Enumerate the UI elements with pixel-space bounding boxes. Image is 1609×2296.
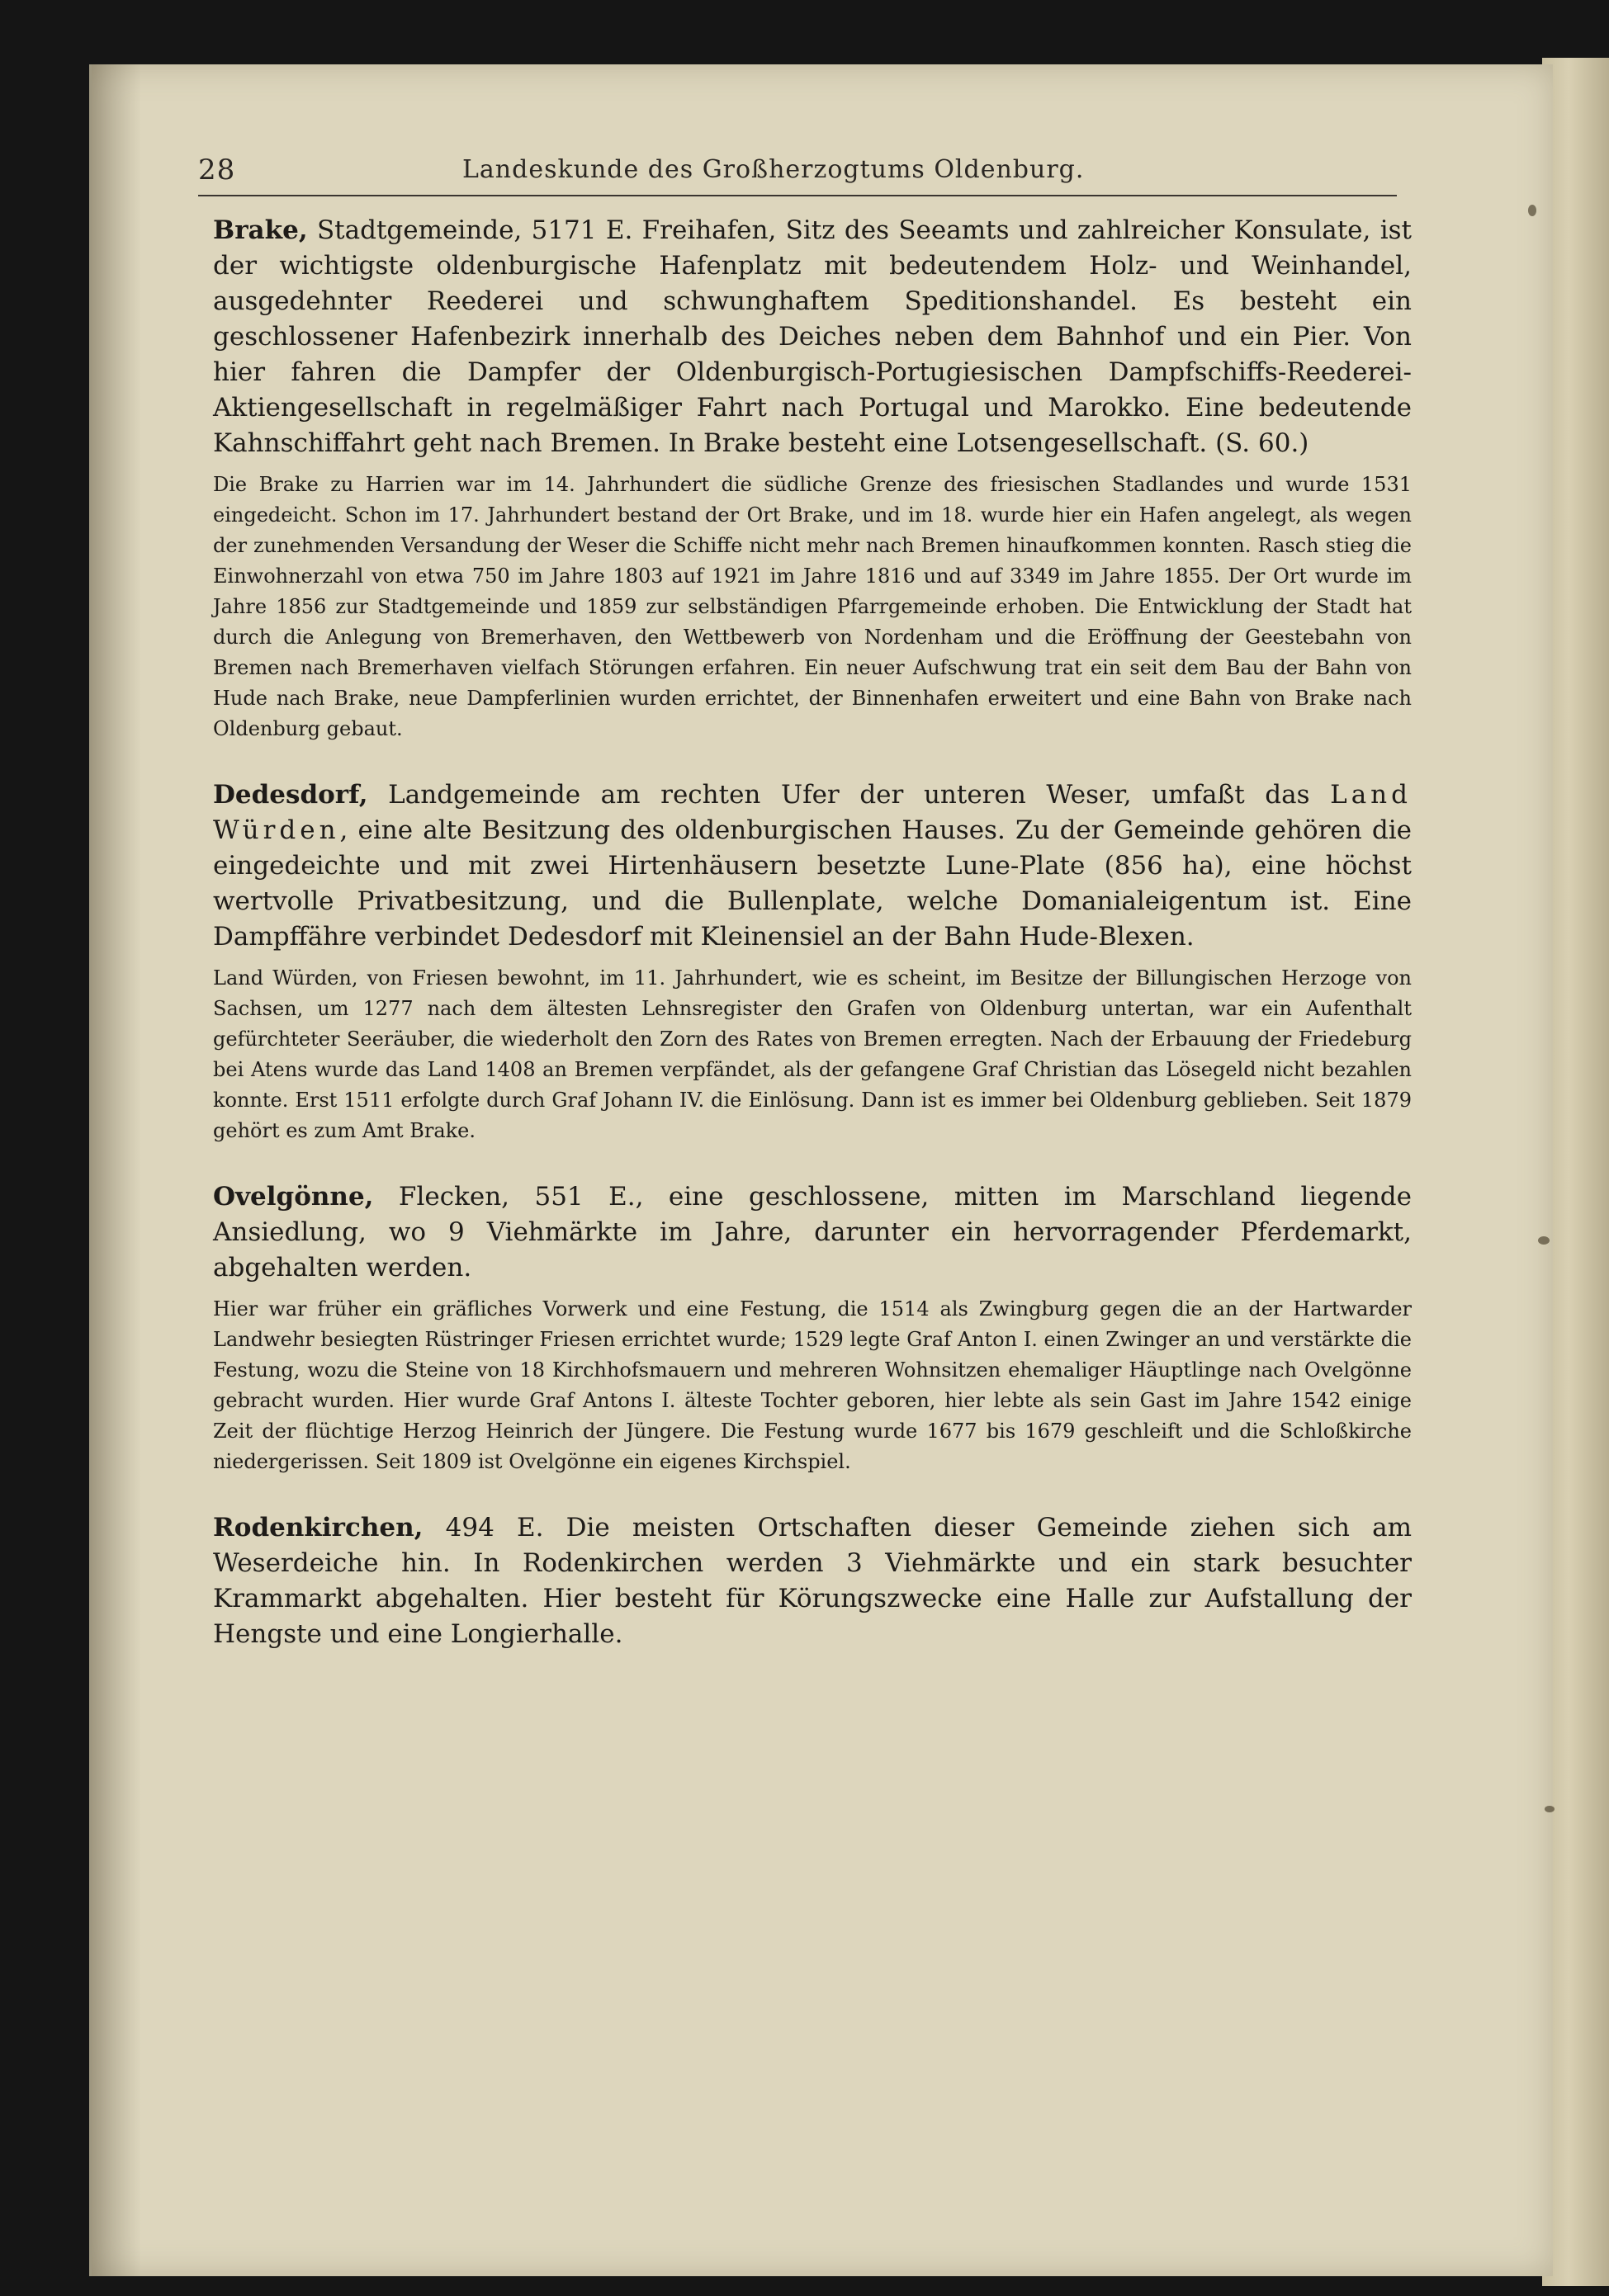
spaced-term: Land Würden bbox=[213, 780, 1412, 845]
entry-dedesdorf bbox=[213, 777, 1412, 955]
entry-text: Landgemeinde am rechten Ufer der unteren Weser, umfaßt das bbox=[367, 780, 1331, 810]
note-ovelgoenne: Hier war früher ein gräfliches Vorwerk und eine Festung, die 1514 als Zwingburg gegen die an der Hartwarder Landwehr besiegten Rüstringer Friesen errichtet wurde; 1529 legte Graf Anton I. einen Zwinger an und verstärkte die Festung, wozu die Steine von 18 Kirchhofsmauern und mehreren Wohnsitzen ehemaliger Häuptlinge nach Ovelgönne gebracht wurden. Hier wurde Graf Antons I. älteste Tochter geboren, hier lebte als sein Gast im Jahre 1542 einige Zeit der flüchtige Herzog Heinrich der Jüngere. Die Festung wurde 1677 bis 1679 geschleift und die Schloßkirche niedergerissen. Seit 1809 ist Ovelgönne ein eigenes Kirchspiel. bbox=[213, 1297, 1412, 1473]
page-header bbox=[198, 139, 1397, 196]
paper-speck bbox=[1528, 205, 1536, 216]
entry-name: Brake, bbox=[213, 215, 308, 245]
page-gutter-shadow bbox=[92, 64, 141, 2276]
entry-rodenkirchen bbox=[213, 1510, 1412, 1652]
page-content bbox=[213, 213, 1412, 1652]
entry-text: , eine alte Besitzung des oldenburgischen Hauses. Zu der Gemeinde gehören die eingedeichte und mit zwei Hirtenhäusern besetzte Lune-Plate (856 ha), eine höchst wertvolle Privatbesitzung, und die Bullenplate, welche Domanialeigentum ist. Eine Dampffähre verbindet Dedesdorf mit Kleinensiel an der Bahn Hude-Blexen. bbox=[213, 815, 1412, 952]
note-brake: Die Brake zu Harrien war im 14. Jahrhundert die südliche Grenze des friesischen Stadlandes und wurde 1531 eingedeicht. Schon im 17. Jahrhundert bestand der Ort Brake, und im 18. wurde hier ein Hafen angelegt, als wegen der zunehmenden Versandung der Weser die Schiffe nicht mehr nach Bremen hinaufkommen konnten. Rasch stieg die Einwohnerzahl von etwa 750 im Jahre 1803 auf 1921 im Jahre 1816 und auf 3349 im Jahre 1855. Der Ort wurde im Jahre 1856 zur Stadtgemeinde und 1859 zur selbständigen Pfarrgemeinde erhoben. Die Entwicklung der Stadt hat durch die Anlegung von Bremerhaven, den Wettbewerb von Nordenham und die Eröffnung der Geestebahn von Bremen nach Bremerhaven vielfach Störungen erfahren. Ein neuer Aufschwung trat ein seit dem Bau der Bahn von Hude nach Brake, neue Dampferlinien wurden errichtet, der Binnenhafen erweitert und eine Bahn von Brake nach Oldenburg gebaut. bbox=[213, 473, 1412, 740]
paper-speck bbox=[1538, 1236, 1550, 1245]
entry-text: Stadtgemeinde, 5171 E. Freihafen, Sitz des Seeamts und zahlreicher Konsulate, ist der wichtigste oldenburgische Hafenplatz mit bedeutendem Holz- und Weinhandel, ausgedehnter Reederei und schwunghaftem Speditionshandel. Es besteht ein geschlossener Hafenbezirk innerhalb des Deiches neben dem Bahnhof und ein Pier. Von hier fahren die Dampfer der Oldenburgisch-Portugiesischen Dampfschiffs-Reederei-Aktiengesellschaft in regelmäßiger Fahrt nach Portugal und Marokko. Eine bedeutende Kahnschiffahrt geht nach Bremen. In Brake besteht eine Lotsengesellschaft. (S. 60.) bbox=[213, 215, 1412, 458]
entry-name: Dedesdorf, bbox=[213, 780, 368, 810]
page-number: 28 bbox=[198, 154, 236, 187]
paper-speck bbox=[1545, 1806, 1555, 1812]
entry-name: Ovelgönne, bbox=[213, 1182, 374, 1212]
note-dedesdorf: Land Würden, von Friesen bewohnt, im 11. Jahrhundert, wie es scheint, im Besitze der Billungischen Herzoge von Sachsen, um 1277 nach dem ältesten Lehnsregister den Grafen von Oldenburg untertan, war ein Aufenthalt gefürchteter Seeräuber, die wiederholt den Zorn des Rates von Bremen erregten. Nach der Erbauung der Friedeburg bei Atens wurde das Land 1408 an Bremen verpfändet, als der gefangene Graf Christian das Lösegeld nicht bezahlen konnte. Erst 1511 erfolgte durch Graf Johann IV. die Einlösung. Dann ist es immer bei Oldenburg geblieben. Seit 1879 gehört es zum Amt Brake. bbox=[213, 966, 1412, 1142]
spacer bbox=[213, 1146, 1412, 1179]
entry-text: 494 E. Die meisten Ortschaften dieser Gemeinde ziehen sich am Weserdeiche hin. In Rodenkirchen werden 3 Viehmärkte und ein stark besuchter Krammarkt abgehalten. Hier besteht für Körungszwecke eine Halle zur Aufstallung der Hengste und eine Longierhalle. bbox=[213, 1513, 1412, 1649]
spacer bbox=[213, 744, 1412, 777]
entry-name: Rodenkirchen, bbox=[213, 1513, 424, 1542]
entry-text: Flecken, 551 E., eine geschlossene, mitten im Marschland liegende Ansiedlung, wo 9 Viehmärkte im Jahre, darunter ein hervorragender Pferdemarkt, abgehalten werden. bbox=[213, 1182, 1412, 1283]
running-title: Landeskunde des Großherzogtums Oldenburg. bbox=[462, 155, 1085, 184]
spacer bbox=[213, 1477, 1412, 1510]
entry-ovelgoenne bbox=[213, 1179, 1412, 1286]
entry-brake bbox=[213, 213, 1412, 461]
